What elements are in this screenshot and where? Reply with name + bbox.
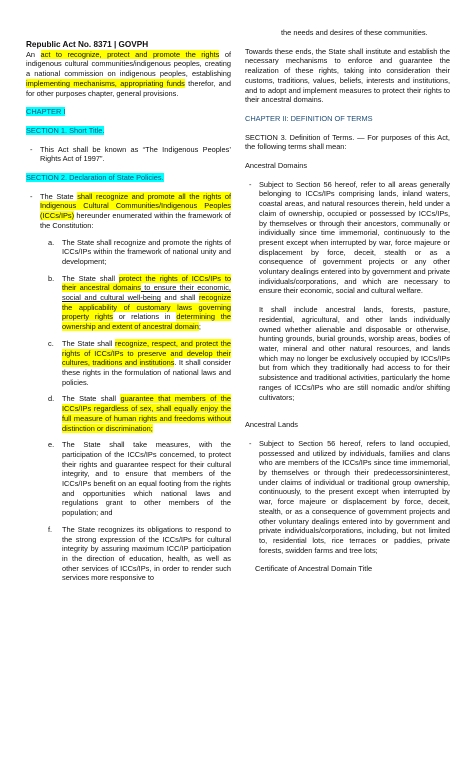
- ancestral-domains-heading: Ancestral Domains: [245, 161, 308, 171]
- document-title: Republic Act No. 8371 | GOVPH: [26, 40, 149, 49]
- intro-text-1: An: [26, 49, 41, 59]
- towards-paragraph: Towards these ends, the State shall institute and establish the necessary mechanisms to enforce and guarantee the realization of these rights, taking into consideration their customs, traditions, values, beliefs, interests and institutions, and to adopt and implement measures to protect their rights to their ancestral domains.: [245, 46, 450, 105]
- section-2-heading: SECTION 2. Declaration of State Policies.: [26, 173, 164, 183]
- ancestral-domains-inclusion: It shall include ancestral lands, forests, pasture, residential, agricultural, and other lands individually owned whether alienable and disposable or otherwise, hunting grounds, burial grounds, worship areas, bodies of water, mineral and other natural resources, and lands which may no longer be exclusively occupied by ICCs/IPs but from which they traditionally had access to for their subsistence and traditional activities, particularly the home ranges of ICCs/IPs who are still nomadic and/or shifting cultivators;: [259, 305, 450, 402]
- policy-item-b: b. The State shall protect the rights of ICCs/IPs to their ancestral domains to ensure their economic, social and cultural well-being and shall recognize the applicability of customary laws governing property rights or relations in determining the ownership and extent of ancestral domain;: [48, 273, 231, 332]
- ancestral-lands-heading: Ancestral Lands: [245, 420, 298, 430]
- dash-marker: -: [30, 144, 33, 154]
- cadt-heading: Certificate of Ancestral Domain Title: [255, 564, 373, 574]
- section-2-item: [26, 192, 231, 231]
- ancestral-domains-item: [245, 180, 450, 402]
- dash-marker: -: [30, 191, 33, 201]
- intro-paragraph: [26, 50, 231, 99]
- right-column: [245, 28, 450, 780]
- policy-item-f: f. The State recognizes its obligations to respond to the strong expression of the ICCs/IPs for cultural integrity by assuring maximum ICC/IP participation in the direction of education, health, as well as other services of ICCs/IPs, in order to render such services more responsive to: [48, 524, 231, 583]
- policy-item-d: d. The State shall guarantee that members of the ICCs/IPs regardless of sex, shall equally enjoy the full measure of human rights and freedoms without distinction or discrimination;: [48, 394, 231, 433]
- chapter-2-heading: CHAPTER II: DEFINITION OF TERMS: [245, 113, 373, 123]
- policy-item-c: c. The State shall recognize, respect, and protect the rights of ICCs/IPs to preserve and develop their cultures, traditions and institutions. It shall consider these rights in the formulation of national laws and policies.: [48, 338, 231, 387]
- chapter-1-heading: CHAPTER I: [26, 107, 66, 117]
- section-3-text: SECTION 3. Definition of Terms. — For purposes of this Act, the following terms shall mean:: [245, 132, 450, 152]
- dash-marker: -: [249, 179, 252, 189]
- intro-highlight-2: implementing mechanisms, appropriating funds: [26, 78, 185, 88]
- intro-highlight-1: act to recognize, protect and promote the rights: [40, 49, 220, 59]
- section-2-intro: The State shall recognize and promote all the rights of Indigenous Cultural Communities/Indigenous Peoples (ICCs/IPs) hereunder enumerated within the framework of the Constitution:: [40, 191, 231, 230]
- section-1-heading: SECTION 1. Short Title.: [26, 125, 105, 135]
- left-column: [26, 40, 231, 780]
- policy-item-e: e. The State shall take measures, with the participation of the ICCs/IPs concerned, to protect their rights and guarantee respect for their cultural integrity, and to ensure that members of the ICCs/IPs benefit on an equal footing from the rights and opportunities which national laws and regulations grant to other members of the population; and: [48, 440, 231, 518]
- policy-item-a: a. The State shall recognize and promote the rights of ICCs/IPs within the framework of national unity and development;: [48, 237, 231, 266]
- ancestral-lands-definition: Subject to Section 56 hereof, refers to land occupied, possessed and utilized by individuals, families and clans who are members of the ICCs/IPs since time immemorial, by themselves or through their predecessorsininterest, under claims of individual or traditional group ownership, continuously, to the present except when interrupted by war, force majeure or displacement by force, deceit, stealth, or as a consequence of government projects and other voluntary dealings entered into by government and private individuals/corporations, including, but not limited to, residential lots, rice terraces or paddies, private forests, swidden farms and tree lots;: [259, 438, 450, 555]
- dash-marker: -: [249, 438, 252, 448]
- intro-text-3: therefor, and for other purposes chapter, general provisions.: [26, 78, 231, 98]
- policy-item-f-continued: the needs and desires of these communities.: [281, 28, 428, 37]
- ancestral-lands-item: [245, 439, 450, 555]
- section-1-item: [26, 145, 231, 164]
- ancestral-domains-definition: Subject to Section 56 hereof, refer to all areas generally belonging to ICCs/IPs comprising lands, inland waters, coastal areas, and natural resources therein, held under a claim of ownership, occupied or possessed by ICCs/IPs, by themselves or through their ancestors, communally or individually since time immemorial, continuously to the present except when interrupted by war, force majeure or displacement by force, deceit, stealth or as a consequence of government projects or any other voluntary dealings entered into by government and private individuals/corporations, and which are necessary to ensure their economic, social and cultural welfare.: [259, 179, 450, 296]
- section-1-text: This Act shall be known as “The Indigenous Peoples’ Rights Act of 1997”.: [40, 144, 231, 164]
- intro-text-2: of indigenous cultural communities/indigenous peoples, creating a national commission on indigenous peoples, establishing: [26, 49, 231, 79]
